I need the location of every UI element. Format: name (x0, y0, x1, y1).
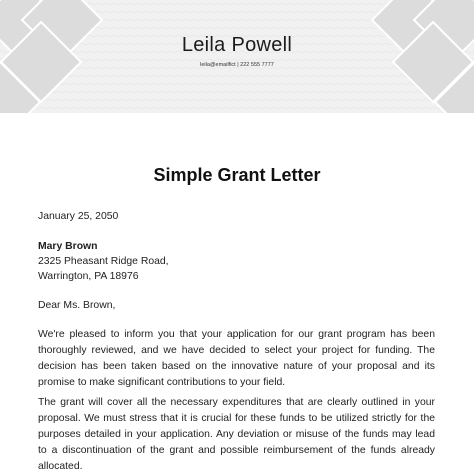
letterhead (0, 0, 474, 113)
document-title: Simple Grant Letter (153, 165, 321, 185)
recipient-address-line2: Warrington, PA 18976 (38, 271, 139, 282)
recipient-address-line1: 2325 Pheasant Ridge Road, (38, 256, 169, 267)
sender-contact: leila@emailfict | 222 555 7777 (200, 62, 274, 68)
body-paragraph-2: The grant will cover all the necessary expenditures that are clearly outlined in your proposal. We must stress that it is crucial for these funds to be utilized strictly for the purposes detailed in your application. Any deviation or misuse of the funds may lead to a discontinuation of the grant and possible reimbursement of the funds already allocated. (38, 397, 435, 472)
body-paragraph-1: We're pleased to inform you that your application for our grant program has been thoroughly reviewed, and we have decided to select your project for funding. The decision has been taken based on the innovative nature of your proposal and its promise to make significant contributions to your field. (38, 329, 435, 388)
salutation: Dear Ms. Brown, (38, 300, 116, 311)
recipient-name: Mary Brown (38, 241, 98, 252)
letter-date: January 25, 2050 (38, 211, 119, 222)
sender-name: Leila Powell (181, 34, 293, 56)
